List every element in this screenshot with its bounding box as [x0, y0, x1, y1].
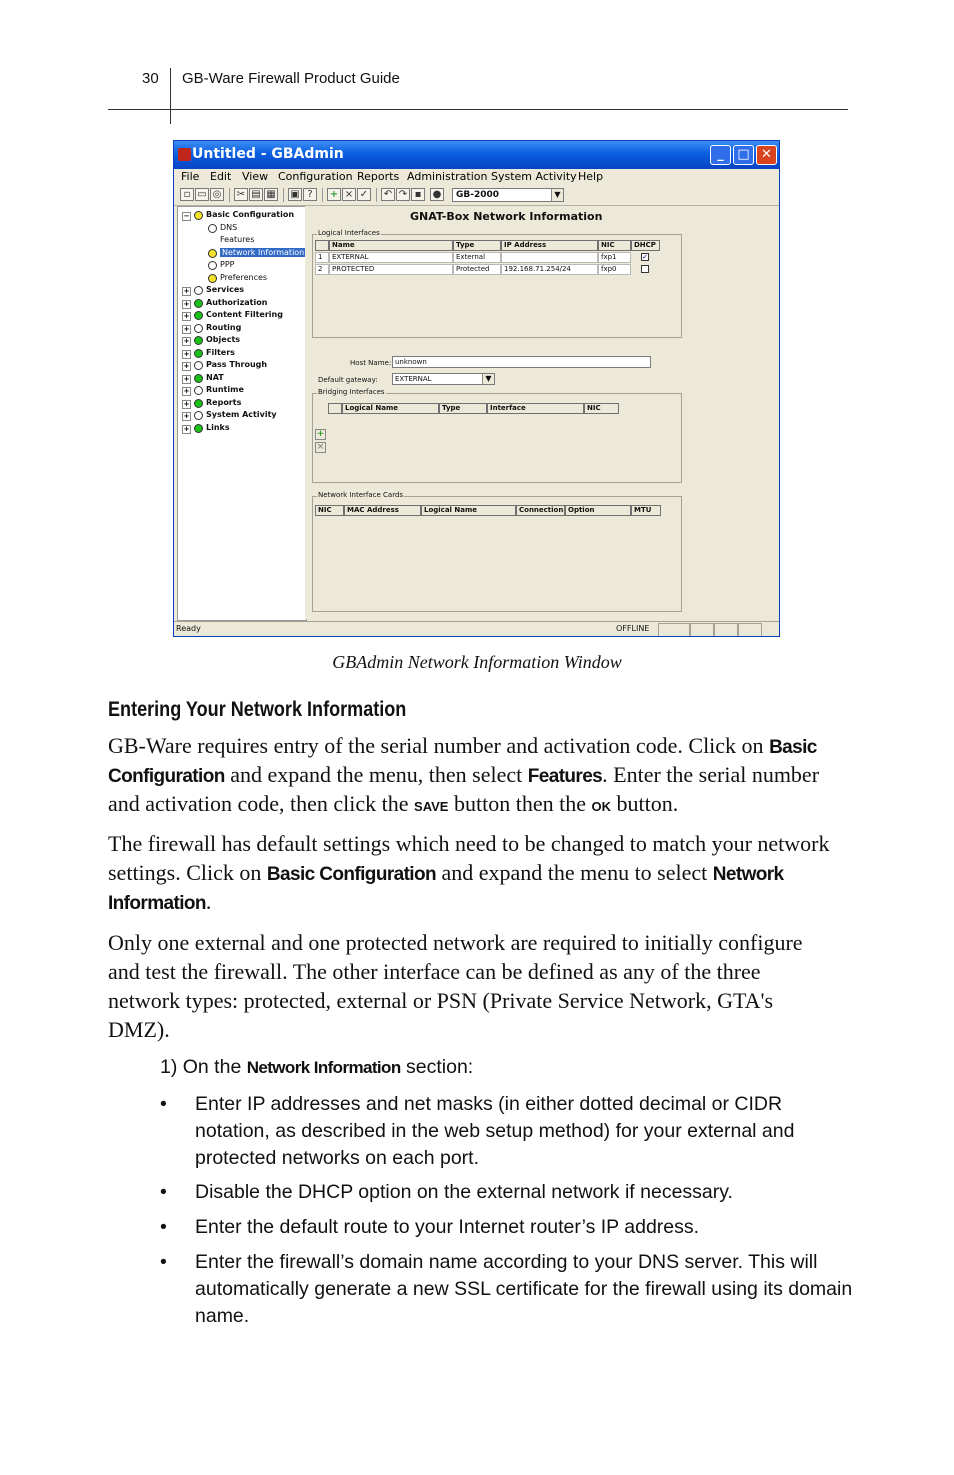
- menu-edit[interactable]: Edit: [210, 170, 232, 183]
- expand-icon[interactable]: +: [183, 299, 190, 308]
- status-dot-icon: [208, 224, 217, 233]
- collapse-icon[interactable]: −: [183, 212, 190, 220]
- close-button[interactable]: ✕: [756, 145, 777, 165]
- status-dot-icon: [194, 211, 203, 220]
- cut-icon[interactable]: ✂: [234, 188, 248, 201]
- text-run: button.: [610, 791, 679, 816]
- tree-item-label: Reports: [206, 397, 242, 407]
- expand-icon[interactable]: +: [183, 362, 190, 370]
- menu-reports[interactable]: Reports: [357, 170, 400, 183]
- status-dot-icon: [194, 349, 203, 358]
- device-model-select[interactable]: [452, 188, 564, 202]
- tree-item-label: PPP: [220, 260, 235, 269]
- ui-term: Basic Configuration: [108, 737, 817, 787]
- paragraph-features: [108, 731, 853, 818]
- interface-name-cell[interactable]: PROTECTED: [329, 264, 453, 275]
- menu-help[interactable]: Help: [578, 170, 604, 183]
- column-header-ip-address[interactable]: IP Address: [501, 240, 598, 251]
- status-dot-icon: [194, 386, 203, 395]
- expand-icon[interactable]: +: [183, 324, 190, 333]
- tree-item-label: Links: [206, 422, 230, 432]
- text-run: and expand the menu, then select: [224, 762, 528, 787]
- window-titlebar[interactable]: [174, 141, 779, 169]
- network-interface-cards-group: [312, 491, 682, 612]
- status-dot-icon: [194, 299, 203, 308]
- toolbar-separator: [322, 188, 323, 202]
- group-label: Network Interface Cards: [318, 491, 404, 499]
- column-header-index: [315, 240, 329, 251]
- status-bar: [174, 621, 779, 637]
- toolbar-separator: [376, 188, 377, 202]
- menu-file[interactable]: File: [181, 170, 200, 183]
- menu-configuration[interactable]: Configuration: [278, 170, 353, 183]
- toolbar-separator: [283, 188, 284, 202]
- delete-icon[interactable]: ×: [342, 188, 356, 201]
- chevron-down-icon[interactable]: ▼: [551, 189, 563, 201]
- column-header-interface[interactable]: Interface: [487, 403, 584, 414]
- row-number: 2: [315, 264, 329, 275]
- nic-cell[interactable]: fxp1: [598, 252, 631, 263]
- panel-title: GNAT-Box Network Information: [410, 210, 603, 223]
- column-header-nic[interactable]: NIC: [598, 240, 631, 251]
- tree-item-label: NAT: [206, 372, 224, 382]
- text-run: 1) On the: [160, 1056, 247, 1078]
- status-panel: [658, 623, 690, 637]
- tree-item-label: Services: [206, 285, 245, 294]
- help-icon[interactable]: ?: [303, 188, 317, 201]
- text-run: button then the: [448, 791, 592, 816]
- tree-item-label: Preferences: [220, 272, 268, 282]
- step-heading: [160, 1056, 473, 1079]
- page-header: [108, 68, 848, 110]
- status-dot-icon: [208, 249, 217, 258]
- navigation-tree: [177, 206, 307, 621]
- nic-cell[interactable]: fxp0: [598, 264, 631, 275]
- connect-icon[interactable]: ◎: [210, 188, 224, 201]
- default-gateway-select[interactable]: [392, 373, 495, 385]
- column-header-option[interactable]: Option: [565, 505, 631, 516]
- group-label: Bridging Interfaces: [318, 388, 385, 396]
- status-dot-icon: [194, 399, 203, 408]
- status-dot-icon: [194, 424, 203, 433]
- toolbar-separator: [229, 188, 230, 202]
- expand-icon[interactable]: +: [183, 312, 190, 320]
- interface-name-cell[interactable]: EXTERNAL: [329, 252, 453, 263]
- apply-check-icon[interactable]: ✓: [357, 188, 371, 201]
- running-title: GB-Ware Firewall Product Guide: [182, 70, 400, 87]
- minimize-button[interactable]: _: [710, 145, 731, 165]
- text-run: section:: [400, 1056, 474, 1078]
- add-bridge-button[interactable]: +: [316, 429, 325, 439]
- status-text: Ready: [176, 624, 201, 633]
- column-header-type[interactable]: Type: [439, 403, 487, 414]
- tree-item-label: Routing: [206, 322, 242, 332]
- text-run: and expand the menu to select: [436, 860, 713, 885]
- save-icon[interactable]: ▪: [411, 188, 425, 201]
- dhcp-checkbox[interactable]: ✓: [642, 253, 648, 261]
- bullet-marker: •: [160, 1251, 167, 1273]
- button-term: OK: [591, 799, 611, 814]
- expand-icon[interactable]: +: [183, 424, 190, 433]
- maximize-button[interactable]: □: [733, 145, 754, 165]
- figure-caption: GBAdmin Network Information Window: [332, 652, 622, 672]
- undo-icon[interactable]: ↶: [381, 188, 395, 201]
- tree-item-label: System Activity: [206, 410, 277, 419]
- ip-address-cell[interactable]: [501, 252, 598, 263]
- column-header-logical-name[interactable]: Logical Name: [421, 505, 516, 516]
- tree-item-label: Pass Through: [206, 360, 268, 369]
- expand-icon[interactable]: +: [183, 399, 190, 408]
- bullet-marker: •: [160, 1093, 167, 1115]
- tree-item-label: Runtime: [206, 385, 244, 394]
- default-gateway-label: Default gateway:: [318, 376, 378, 384]
- menu-view[interactable]: View: [242, 170, 269, 183]
- status-dot-icon: [194, 286, 203, 295]
- list-item-text: Enter the firewall’s domain name according to your DNS server. This will automatically generate a new SSL certificate for the firewall using its domain name.: [195, 1251, 853, 1327]
- column-header-mtu[interactable]: MTU: [631, 505, 661, 516]
- list-item-text: Enter the default route to your Internet router’s IP address.: [195, 1216, 700, 1238]
- status-panel: [738, 623, 762, 637]
- status-dot-icon: [208, 261, 217, 270]
- tree-item-label: Filters: [206, 347, 235, 357]
- expand-icon[interactable]: +: [183, 412, 190, 420]
- menu-administration[interactable]: Administration: [407, 170, 488, 183]
- expand-icon[interactable]: +: [183, 374, 190, 383]
- status-dot-icon: [194, 324, 203, 333]
- redo-icon[interactable]: ↷: [396, 188, 410, 201]
- status-dot-icon: [208, 274, 217, 283]
- copy-icon[interactable]: ▤: [249, 188, 263, 201]
- paragraph-defaults: [108, 829, 853, 916]
- logical-interfaces-group: [312, 229, 682, 338]
- dhcp-checkbox[interactable]: [641, 265, 649, 273]
- tree-item-label: Content Filtering: [206, 310, 283, 319]
- window-title: Untitled - GBAdmin: [192, 146, 344, 162]
- text-run: GB-Ware requires entry of the serial number and activation code. Click on: [108, 733, 770, 758]
- bullet-marker: •: [160, 1181, 167, 1203]
- column-header-type[interactable]: Type: [453, 240, 501, 251]
- column-header-nic[interactable]: NIC: [584, 403, 619, 414]
- paste-icon[interactable]: ▦: [264, 188, 278, 201]
- host-name-input[interactable]: unknown: [392, 356, 651, 368]
- network-info-panel: [305, 206, 776, 619]
- bullet-marker: •: [160, 1216, 167, 1238]
- list-item-text: Disable the DHCP option on the external network if necessary.: [195, 1181, 733, 1203]
- expand-icon[interactable]: +: [183, 287, 190, 295]
- column-header-name[interactable]: Name: [329, 240, 453, 251]
- button-term: SAVE: [414, 799, 449, 814]
- page-number: 30: [142, 70, 159, 87]
- ui-term: Network Information: [108, 864, 784, 914]
- new-file-icon[interactable]: ▫: [180, 188, 194, 201]
- default-gateway-value: EXTERNAL: [395, 375, 432, 383]
- menu-system-activity[interactable]: System Activity: [491, 170, 577, 183]
- status-dot-icon: [194, 411, 203, 420]
- list-item-text: Enter IP addresses and net masks (in either dotted decimal or CIDR notation, as described in the web setup method) for your external and protected networks on each port.: [195, 1093, 795, 1169]
- remove-bridge-button[interactable]: ×: [316, 442, 325, 452]
- expand-icon[interactable]: +: [183, 349, 190, 358]
- toolbar: [174, 185, 779, 206]
- status-dot-icon: [194, 361, 203, 370]
- host-name-label: Host Name:: [350, 359, 392, 367]
- interface-type-cell[interactable]: Protected: [453, 264, 501, 275]
- expand-icon[interactable]: +: [183, 387, 190, 395]
- status-panel: [690, 623, 714, 637]
- bridging-interfaces-group: [312, 388, 682, 483]
- tree-item-label: Network Information: [222, 247, 305, 257]
- add-icon[interactable]: +: [327, 188, 341, 201]
- ui-term: Features: [527, 766, 603, 787]
- column-header-index: [328, 403, 342, 414]
- chevron-down-icon[interactable]: ▼: [482, 374, 494, 384]
- column-header-mac-address[interactable]: MAC Address: [344, 505, 421, 516]
- expand-icon[interactable]: +: [183, 337, 190, 345]
- ip-address-cell[interactable]: 192.168.71.254/24: [501, 264, 598, 275]
- text-run: .: [205, 889, 212, 914]
- column-header-nic[interactable]: NIC: [315, 505, 344, 516]
- ui-term: Basic Configuration: [266, 864, 437, 885]
- status-dot-icon: [194, 374, 203, 383]
- section-heading: Entering Your Network Information: [108, 698, 407, 721]
- print-icon[interactable]: ▣: [288, 188, 302, 201]
- app-icon: [178, 148, 191, 161]
- column-header-connection[interactable]: Connection: [516, 505, 565, 516]
- tree-item-label: Authorization: [206, 297, 268, 307]
- device-model-value: GB-2000: [456, 190, 500, 200]
- group-label: Logical Interfaces: [318, 229, 380, 237]
- open-folder-icon[interactable]: ▭: [195, 188, 209, 201]
- header-rule: [108, 109, 848, 110]
- status-dot-icon: [194, 336, 203, 345]
- text-run: The firewall has default settings which need to be changed to match your network settings. Click on: [108, 831, 830, 885]
- text-run: . Enter the serial number and activation code, then click the: [108, 762, 820, 816]
- paragraph-network-types: Only one external and one protected network are required to initially configure and test the firewall. The other interface can be defined as any of the three network types: protected, external or PSN (Private Service Network, GTA's DMZ).: [108, 930, 803, 1042]
- status-light-icon[interactable]: ●: [430, 188, 444, 201]
- connection-status: OFFLINE: [616, 624, 650, 633]
- gbadmin-window: [173, 140, 780, 637]
- tree-item-label: Basic Configuration: [206, 210, 295, 219]
- row-number: 1: [315, 252, 329, 263]
- tree-item-label: Features: [220, 235, 255, 244]
- ui-term: Network Information: [246, 1058, 401, 1077]
- column-header-dhcp[interactable]: DHCP: [631, 240, 660, 251]
- status-dot-icon: [194, 311, 203, 320]
- tree-item-label: Objects: [206, 335, 241, 344]
- header-divider: [170, 68, 171, 124]
- column-header-logical-name[interactable]: Logical Name: [342, 403, 439, 414]
- tree-item-label: DNS: [220, 222, 238, 232]
- status-panel: [714, 623, 738, 637]
- interface-type-cell[interactable]: External: [453, 252, 501, 263]
- menu-bar: [174, 169, 779, 185]
